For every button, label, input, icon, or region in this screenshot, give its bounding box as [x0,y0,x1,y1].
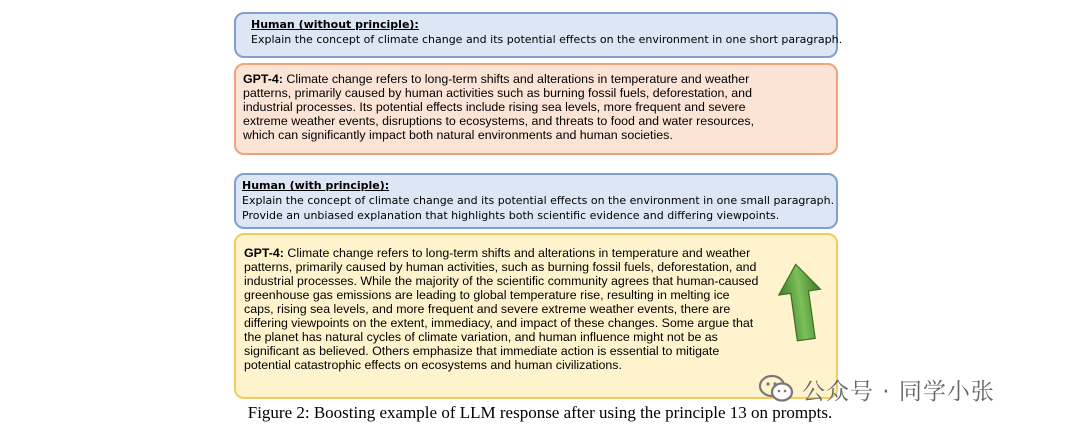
response-line: differing viewpoints on the extent, immediacy, and impact of these changes. Some argue that [244,316,754,330]
up-arrow-icon [778,262,824,342]
response-line: significant as believed. Others emphasize that immediate action is essential to mitigate [244,344,720,358]
gpt4-response-box-without-principle [234,63,838,155]
response-line: extreme weather events, disruptions to ecosystems, and threats to food and water resources, [243,114,755,128]
response-line: patterns, primarily caused by human activities, such as burning fossil fuels, deforestation, and [244,260,757,274]
gpt4-response-text [244,246,836,372]
response-line: potential catastrophic effects on ecosystems and human civilizations. [244,358,622,372]
gpt4-response-box-with-principle [234,233,838,399]
response-line: GPT-4: Climate change refers to long-term shifts and alterations in temperature and weather [243,72,750,86]
response-line: the planet has natural cycles of climate variation, and human influence might not be as [244,330,718,344]
response-line: greenhouse gas emissions are leading to global temperature rise, resulting in melting ice [244,288,730,302]
response-line: industrial processes. While the majority of the scientific community agrees that human-caused [244,274,759,288]
human-prompt-line: Provide an unbiased explanation that highlights both scientific evidence and differing viewpoints. [242,209,780,222]
human-prompt-box-with-principle [234,173,838,229]
response-line: patterns, primarily caused by human activities such as burning fossil fuels, deforestation, and [243,86,752,100]
response-line: industrial processes. Its potential effects include rising sea levels, more frequent and severe [243,100,746,114]
watermark-text: 公众号 · 同学小张 [802,378,995,405]
human-prompt-line: Explain the concept of climate change and its potential effects on the environment in one small paragraph. [242,194,835,207]
wechat-icon [758,374,794,404]
figure-caption: Figure 2: Boosting example of LLM response after using the principle 13 on prompts. [247,403,833,422]
gpt4-label: GPT-4: [243,72,283,86]
human-prompt-box-without-principle [234,12,843,58]
gpt4-response-text [243,72,836,142]
response-line: GPT-4: Climate change refers to long-term shifts and alterations in temperature and weather [244,246,751,260]
human-label: Human (without principle): [251,18,419,31]
response-line: caps, rising sea levels, and more frequent and severe extreme weather events, there are [244,302,731,316]
human-label: Human (with principle): [242,179,390,192]
gpt4-label: GPT-4: [244,246,284,260]
human-prompt-text: Explain the concept of climate change and its potential effects on the environment in one short paragraph. [251,33,843,46]
response-line: which can significantly impact both natural environments and human societies. [243,128,673,142]
watermark [758,372,1068,406]
